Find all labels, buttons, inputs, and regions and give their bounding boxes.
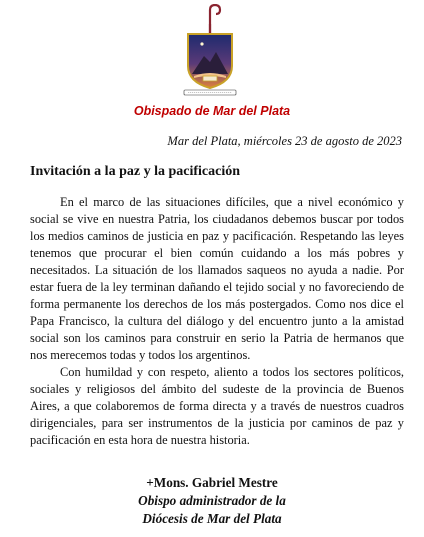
signatory-diocese: Diócesis de Mar del Plata [142, 511, 282, 526]
letter-body [30, 194, 404, 449]
body-paragraph-1: En el marco de las situaciones difíciles, que a nivel económico y social se vive en nuestra Patria, los ciudadanos debemos buscar por todos los medios caminos de justicia en paz y pacificación. Respetando las leyes tenemos que procurar el bien común cuidando a los más pobres y necesitados. La situación de los llamados saqueos no ayuda a nadie. Por estar fuera de la ley terminan dañando el tejido social y no favoreciendo de forma permanente los derechos de los más postergados. Como nos dice el Papa Francisco, la cultura del diálogo y del encuentro junto a la amistad social son los caminos para construir en serio la Patria de hermanos que nos merecemos todas y todos los argentinos. [30, 195, 404, 362]
signatory-role: Obispo administrador de la [138, 493, 286, 508]
diocese-crest-logo [174, 4, 246, 96]
diocese-name: Obispado de Mar del Plata [133, 104, 291, 118]
document-title: Invitación a la paz y la pacificación [30, 164, 240, 179]
dateline: Mar del Plata, miércoles 23 de agosto de 2023 [167, 134, 402, 148]
body-paragraph-2: Con humildad y con respeto, aliento a todos los sectores políticos, sociales y religiosos del ámbito del sudeste de la provincia de Buenos Aires, a que colaboremos de forma directa y a través de nuestros cuadros dirigenciales, para ser instrumentos de la justicia por caminos de paz y pacificación en esta hora de nuestra historia. [30, 365, 404, 447]
signatory-name: +Mons. Gabriel Mestre [146, 475, 278, 490]
signature-block [0, 474, 424, 528]
